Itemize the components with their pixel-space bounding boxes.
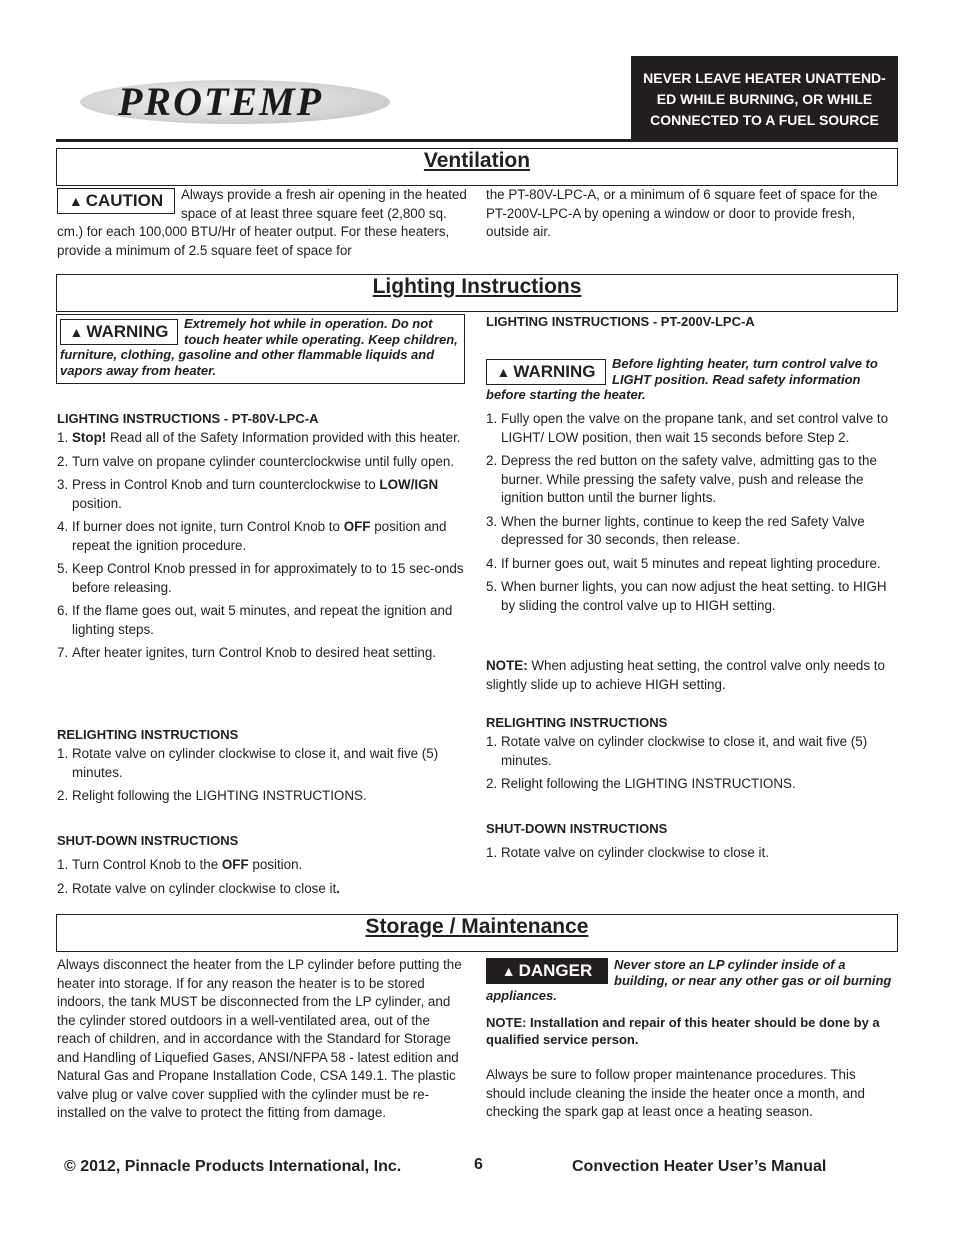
step-emphasis: Stop!: [72, 430, 107, 445]
left-lighting-steps: [57, 429, 467, 668]
warning-triangle-icon: ▲: [68, 192, 83, 209]
step-number: 1.: [486, 411, 498, 426]
brand-logo: [118, 78, 323, 125]
step-item: [57, 880, 467, 899]
danger-box: [486, 957, 896, 1004]
warning-triangle-icon: ▲: [69, 324, 84, 340]
right-lighting-steps: [486, 410, 898, 620]
storage-heading-box: [56, 914, 898, 952]
maintenance-text: Always be sure to follow proper maintenance procedures. This should include cleaning the inside the heater once a month, and checking the spark gap at least once a heating season.: [486, 1067, 865, 1119]
lighting-heading-box: [56, 274, 898, 312]
warning-triangle-icon: ▲: [501, 963, 516, 979]
step-item: [486, 844, 898, 863]
step-text: If burner does not ignite, turn Control Knob to: [72, 519, 344, 534]
installation-note: NOTE: Installation and repair of this heater should be done by a qualified service person.: [486, 1015, 880, 1047]
warning-label: [486, 359, 606, 385]
step-emphasis: LOW/IGN: [379, 477, 439, 492]
caution-label-text: CAUTION: [85, 190, 164, 210]
step-item: [57, 745, 467, 782]
step-text: Read all of the Safety Information provided with this heater.: [106, 430, 461, 445]
page-number: 6: [474, 1156, 483, 1173]
step-item: [57, 602, 467, 639]
ventilation-title: Ventilation: [423, 149, 531, 172]
storage-left-text: Always disconnect the heater from the LP cylinder before putting the heater into storage. If for any reason the heater is to be stored indoors, the tank MUST be disconnected from the LP cylinder, and the cylinder stored outdoors in a well-ventilated area, out of the reach of children, and in accordance with the Standard for Storage and Handling of Liquefied Gases, ANSI/NFPA 58 - latest edition and Natural Gas and Propane Installation Code, CSA 149.1. The plastic valve plug or valve cover supplied with the cylinder must be re-installed on the valve to protect the fitting from damage.: [57, 957, 462, 1120]
step-item: [486, 733, 898, 770]
step-text: position.: [248, 857, 303, 872]
step-text: Turn Control Knob to the: [72, 857, 222, 872]
warning-label: [60, 319, 178, 345]
step-number: 5.: [57, 561, 69, 576]
step-text: If burner goes out, wait 5 minutes and repeat lighting procedure.: [501, 555, 881, 571]
step-text: After heater ignites, turn Control Knob to desired heat setting.: [72, 645, 436, 660]
step-text: Depress the red button on the safety valve, admitting gas to the burner. While pressing the safety valve, push and release the ignition button until the burner lights.: [501, 453, 877, 505]
left-shutdown-steps: [57, 856, 467, 903]
step-item: [57, 453, 467, 472]
storage-title: Storage / Maintenance: [365, 915, 589, 938]
lighting-title: Lighting Instructions: [372, 275, 582, 298]
step-item: [486, 578, 898, 615]
step-number: 1.: [57, 746, 69, 761]
step-number: 2.: [486, 453, 498, 468]
step-text: Relight following the LIGHTING INSTRUCTIONS.: [501, 776, 796, 791]
right-warning-box: [486, 356, 896, 403]
step-number: 2.: [57, 788, 69, 803]
step-number: 6.: [57, 603, 69, 618]
left-relighting-steps: [57, 745, 467, 811]
right-shutdown-heading: SHUT-DOWN INSTRUCTIONS: [486, 821, 668, 836]
right-note: [486, 657, 898, 694]
caution-label: [57, 188, 175, 214]
step-text: Keep Control Knob pressed in for approximately to to 15 sec-onds before releasing.: [72, 561, 464, 595]
danger-label-text: DANGER: [518, 961, 593, 980]
step-item: [486, 513, 898, 550]
step-text: Rotate valve on cylinder clockwise to close it, and wait five (5) minutes.: [501, 734, 868, 768]
warning-label-text: WARNING: [86, 322, 169, 341]
step-number: 2.: [57, 453, 69, 469]
step-item: [57, 518, 467, 555]
step-text: When the burner lights, continue to keep the red Safety Valve depressed for 30 seconds, then release.: [501, 513, 865, 547]
step-text: If the flame goes out, wait 5 minutes, and repeat the ignition and lighting steps.: [72, 603, 453, 637]
step-text: Rotate valve on cylinder clockwise to close it, and wait five (5) minutes.: [72, 746, 439, 780]
right-note-text: When adjusting heat setting, the control valve only needs to slightly slide up to achieve HIGH setting.: [486, 658, 885, 692]
footer-copyright: © 2012, Pinnacle Products International, Inc.: [64, 1158, 402, 1175]
left-warning-text: Extremely hot while in operation. Do not touch heater while operating. Keep children, furniture, clothing, gasoline and other flammable liquids and vapors away from heater.: [60, 316, 458, 378]
step-text: Turn valve on propane cylinder counterclockwise until fully open.: [72, 453, 455, 469]
ventilation-left-text: Always provide a fresh air opening in the heated space of at least three square feet (2,800 sq. cm.) for each 100,000 BTU/Hr of heater output. For these heaters, provide a minimum of 2.5 square feet of space for: [57, 187, 467, 258]
right-shutdown-steps: [486, 844, 898, 868]
step-text: Rotate valve on cylinder clockwise to close it.: [501, 845, 769, 860]
step-number: 2.: [486, 776, 498, 791]
left-warning-box: [56, 314, 465, 384]
step-item: [57, 476, 467, 513]
step-item: [57, 560, 467, 597]
safety-notice-text: NEVER LEAVE HEATER UNATTEND-ED WHILE BURNING, OR WHILE CONNECTED TO A FUEL SOURCE: [643, 69, 886, 128]
step-text: position and repeat the ignition procedure.: [72, 519, 447, 553]
step-number: 1.: [486, 845, 498, 860]
right-relighting-steps: [486, 733, 898, 799]
step-text: position.: [72, 495, 122, 511]
step-text: When burner lights, you can now adjust the heat setting. to HIGH by sliding the control valve up to HIGH setting.: [501, 579, 887, 613]
warning-label-text: WARNING: [513, 362, 596, 381]
step-item: [486, 555, 898, 574]
right-note-label: NOTE:: [486, 658, 528, 673]
step-number: 1.: [57, 857, 69, 872]
step-emphasis: .: [336, 880, 340, 896]
step-text: Relight following the LIGHTING INSTRUCTIONS.: [72, 788, 367, 803]
step-number: 5.: [486, 579, 498, 594]
ventilation-right-text: the PT-80V-LPC-A, or a minimum of 6 square feet of space for the PT-200V-LPC-A by opening a window or door to provide fresh, outside air.: [486, 187, 878, 239]
warning-triangle-icon: ▲: [496, 364, 511, 380]
step-item: [57, 644, 467, 663]
step-emphasis: OFF: [343, 519, 371, 534]
step-number: 1.: [57, 430, 69, 445]
left-relighting-heading: RELIGHTING INSTRUCTIONS: [57, 727, 239, 742]
step-number: 1.: [486, 734, 498, 749]
step-item: [57, 429, 467, 448]
step-item: [486, 452, 898, 508]
ventilation-left-column: [57, 186, 467, 260]
danger-text: Never store an LP cylinder inside of a building, or near any other gas or oil burning appliances.: [486, 957, 892, 1003]
ventilation-heading-box: [56, 148, 898, 186]
step-number: 3.: [486, 513, 498, 529]
footer-manual-title: Convection Heater User’s Manual: [572, 1158, 827, 1175]
step-text: Rotate valve on cylinder clockwise to close it: [72, 880, 337, 896]
step-item: [486, 410, 898, 447]
right-warning-text: Before lighting heater, turn control valve to LIGHT position. Read safety information before starting the heater.: [486, 356, 878, 402]
logo-wordmark: PROTEMP: [118, 79, 324, 124]
step-item: [486, 775, 898, 794]
step-number: 4.: [486, 555, 498, 571]
step-number: 7.: [57, 645, 69, 660]
left-shutdown-heading: SHUT-DOWN INSTRUCTIONS: [57, 833, 239, 848]
step-text: Fully open the valve on the propane tank, and set control valve to LIGHT/ LOW position, then wait 15 seconds before Step 2.: [501, 411, 889, 445]
left-lighting-heading: LIGHTING INSTRUCTIONS - PT-80V-LPC-A: [57, 411, 319, 426]
step-number: 4.: [57, 519, 69, 534]
right-relighting-heading: RELIGHTING INSTRUCTIONS: [486, 715, 668, 730]
step-emphasis: OFF: [221, 857, 249, 872]
step-item: [57, 856, 467, 875]
right-lighting-heading: LIGHTING INSTRUCTIONS - PT-200V-LPC-A: [486, 314, 755, 329]
step-number: 2.: [57, 880, 69, 896]
step-item: [57, 787, 467, 806]
danger-label: [486, 958, 608, 984]
step-text: Press in Control Knob and turn counterclockwise to: [72, 477, 380, 492]
step-number: 3.: [57, 477, 69, 492]
header-rule: [56, 139, 898, 142]
safety-notice: [631, 56, 898, 142]
